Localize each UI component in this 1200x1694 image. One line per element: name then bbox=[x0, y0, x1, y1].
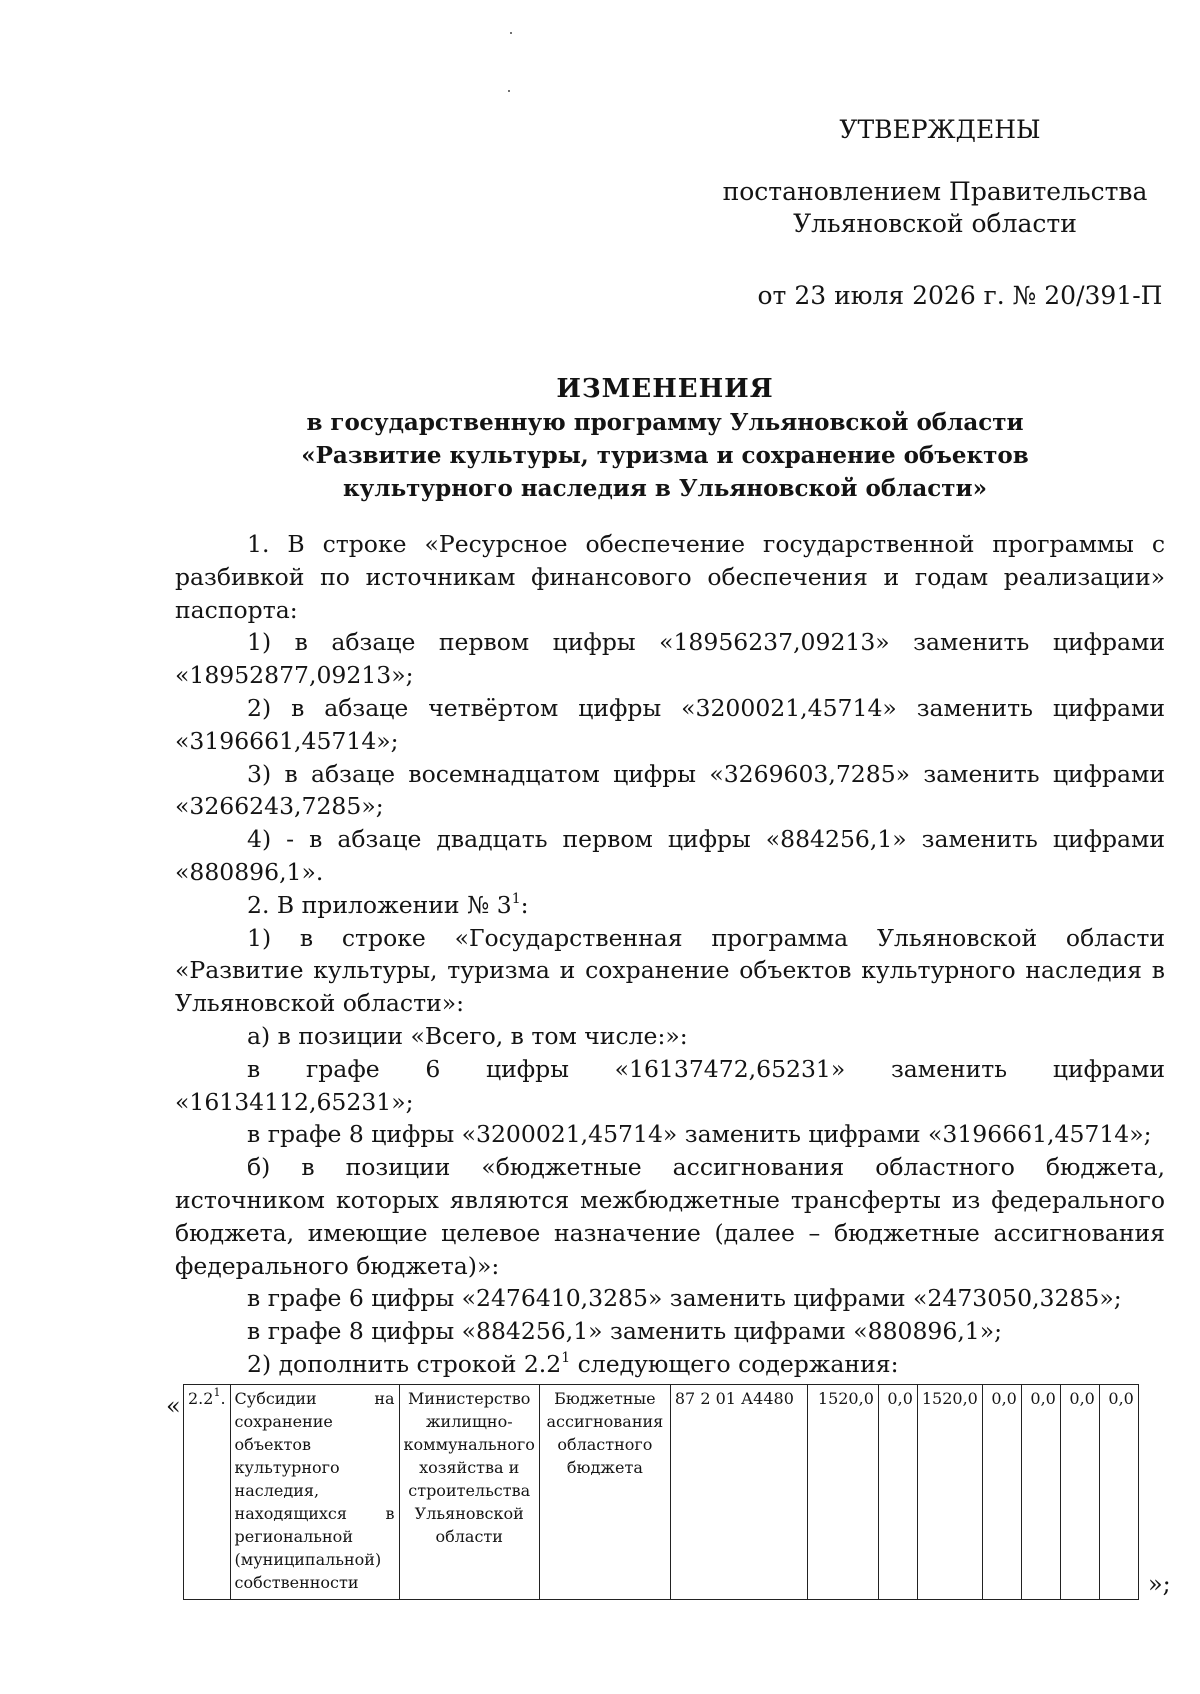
cell-value-2: 0,0 bbox=[878, 1385, 917, 1600]
scan-speck bbox=[508, 90, 510, 92]
scan-speck bbox=[510, 32, 512, 34]
paragraph-2-item-2 bbox=[175, 1348, 1165, 1381]
paragraph-2-item-2-text: 2) дополнить строкой 2.2 bbox=[247, 1349, 562, 1378]
cell-value-total: 1520,0 bbox=[807, 1385, 878, 1600]
added-row-table bbox=[183, 1384, 1139, 1600]
paragraph-1: 1. В строке «Ресурсное обеспечение государственной программы с разбивкой по источникам финансового обеспечения и годам реализации» паспорта: bbox=[175, 530, 1165, 624]
paragraph-1-item-3: 3) в абзаце восемнадцатом цифры «3269603,7285» заменить цифрами «3266243,7285»; bbox=[175, 759, 1165, 821]
paragraph-2-item-1b-col8: в графе 8 цифры «884256,1» заменить цифрами «880896,1»; bbox=[247, 1317, 1003, 1346]
paragraph-2-item-1a: а) в позиции «Всего, в том числе:»: bbox=[247, 1021, 688, 1050]
row-number: 2.2 bbox=[188, 1389, 214, 1408]
cell-code: 87 2 01 А4480 bbox=[670, 1385, 807, 1600]
paragraph-2-superscript: 1 bbox=[511, 890, 521, 907]
paragraph-2-colon: : bbox=[520, 890, 529, 919]
approval-authority bbox=[700, 176, 1170, 240]
row-number-dot: . bbox=[220, 1389, 226, 1408]
title-line-1: в государственную программу Ульяновской области bbox=[306, 409, 1024, 436]
paragraph-2-item-1b-col6: в графе 6 цифры «2476410,3285» заменить цифрами «2473050,3285»; bbox=[247, 1284, 1122, 1313]
paragraph-2-text: 2. В приложении № 3 bbox=[247, 890, 512, 919]
cell-value-7: 0,0 bbox=[1099, 1385, 1138, 1600]
cell-executor: Министерство жилищно-коммунального хозяйства и строительства Ульяновской области bbox=[399, 1385, 539, 1600]
paragraph-2 bbox=[175, 889, 1165, 922]
cell-name: Субсидии на сохранение объектов культурного наследия, находящихся в региональной (муниципальной) собственности bbox=[230, 1385, 399, 1600]
cell-value-6: 0,0 bbox=[1060, 1385, 1099, 1600]
paragraph-2-item-1: 1) в строке «Государственная программа Ульяновской области «Развитие культуры, туризма и сохранение объектов культурного наследия в Ульяновской области»: bbox=[175, 923, 1165, 1018]
cell-number bbox=[184, 1385, 231, 1600]
approval-heading: УТВЕРЖДЕНЫ bbox=[839, 115, 1041, 144]
title-main: ИЗМЕНЕНИЯ bbox=[556, 374, 774, 404]
cell-value-4: 0,0 bbox=[982, 1385, 1021, 1600]
cell-source: Бюджетные ассигнования областного бюджета bbox=[539, 1385, 670, 1600]
approval-date-number: от 23 июля 2026 г. № 20/391-П bbox=[757, 281, 1163, 310]
document-title bbox=[170, 372, 1160, 505]
approval-authority-line2: Ульяновской области bbox=[793, 209, 1077, 238]
title-line-2: «Развитие культуры, туризма и сохранение объектов bbox=[301, 442, 1029, 469]
cell-value-3: 1520,0 bbox=[917, 1385, 982, 1600]
table-open-quote: « bbox=[166, 1392, 181, 1420]
title-line-3: культурного наследия в Ульяновской области» bbox=[343, 475, 987, 502]
cell-value-5: 0,0 bbox=[1021, 1385, 1060, 1600]
paragraph-2-item-2-superscript: 1 bbox=[561, 1349, 571, 1366]
row-number-superscript: 1 bbox=[213, 1386, 221, 1399]
paragraph-2-item-1b: б) в позиции «бюджетные ассигнования областного бюджета, источником которых являются межбюджетные трансферты из федерального бюджета, имеющие целевое назначение (далее – бюджетные ассигнования федерального бюджета)»: bbox=[175, 1153, 1165, 1280]
paragraph-2-item-1a-col6: в графе 6 цифры «16137472,65231» заменить цифрами «16134112,65231»; bbox=[175, 1054, 1165, 1116]
paragraph-1-item-4: 4) - в абзаце двадцать первом цифры «884256,1» заменить цифрами «880896,1». bbox=[175, 825, 1165, 886]
paragraph-2-item-2-end: следующего содержания: bbox=[570, 1349, 899, 1378]
table-row bbox=[184, 1385, 1139, 1600]
paragraph-1-item-2: 2) в абзаце четвёртом цифры «3200021,45714» заменить цифрами «3196661,45714»; bbox=[175, 693, 1165, 755]
approval-authority-line1: постановлением Правительства bbox=[722, 177, 1148, 206]
document-body bbox=[175, 528, 1165, 1381]
table-close-quote: »; bbox=[1148, 1570, 1171, 1598]
paragraph-1-item-1: 1) в абзаце первом цифры «18956237,09213» заменить цифрами «18952877,09213»; bbox=[175, 628, 1165, 690]
paragraph-2-item-1a-col8: в графе 8 цифры «3200021,45714» заменить цифрами «3196661,45714»; bbox=[247, 1120, 1152, 1149]
